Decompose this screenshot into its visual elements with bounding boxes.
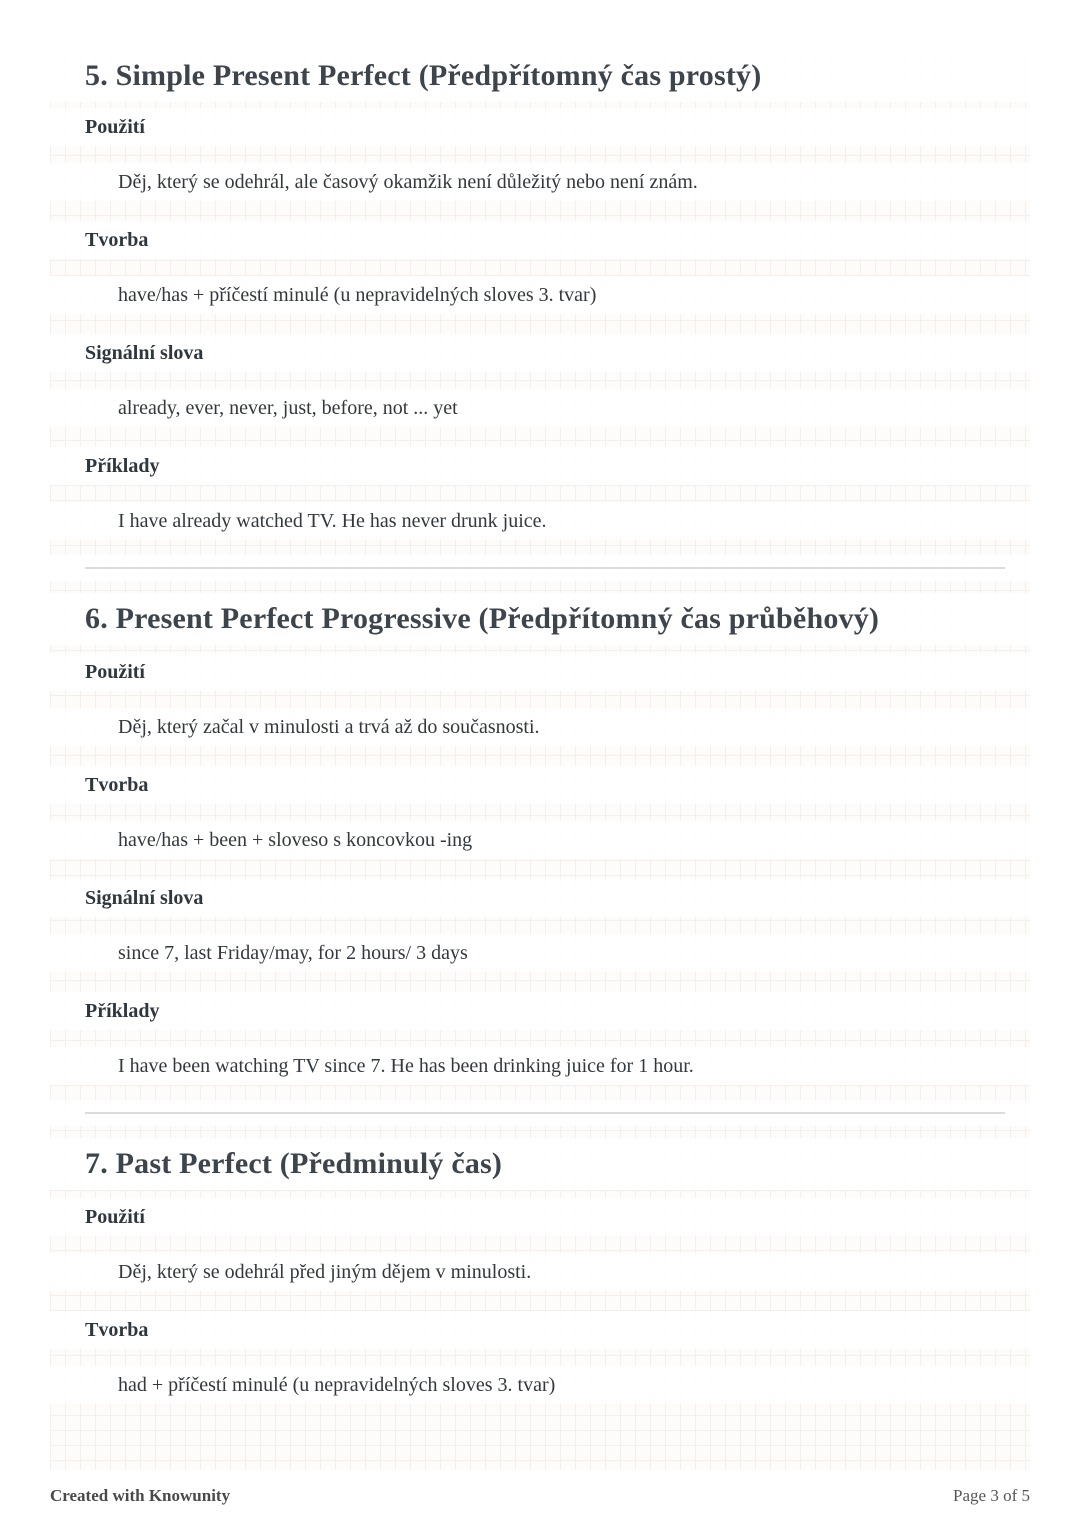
- grid-paper: [50, 50, 1030, 1470]
- field-text-row: [50, 389, 1030, 427]
- section-title: 5. Simple Present Perfect (Předpřítomný čas prostý): [85, 59, 762, 92]
- field-text: have/has + been + sloveso s koncovkou -ing: [118, 829, 473, 851]
- field-label: Příklady: [85, 1000, 160, 1022]
- field-text: I have already watched TV. He has never drunk juice.: [118, 510, 547, 532]
- field-text-row: [50, 1253, 1030, 1291]
- field-label-row: [50, 653, 1030, 691]
- section-divider: [50, 1100, 1030, 1126]
- field-label-row: [50, 221, 1030, 259]
- section-7-title-row: [50, 1138, 1030, 1190]
- section-5-title-row: [50, 50, 1030, 102]
- field-label: Signální slova: [85, 342, 204, 364]
- field-label: Použití: [85, 1206, 145, 1228]
- section-title: 6. Present Perfect Progressive (Předpřítomný čas průběhový): [85, 602, 880, 635]
- divider-line: [85, 567, 1005, 569]
- section-title: 7. Past Perfect (Předminulý čas): [85, 1147, 503, 1180]
- field-label: Příklady: [85, 455, 160, 477]
- field-text-row: [50, 502, 1030, 540]
- field-text-row: [50, 934, 1030, 972]
- field-text: Děj, který se odehrál před jiným dějem v minulosti.: [118, 1261, 532, 1283]
- field-text: Děj, který se odehrál, ale časový okamžik není důležitý nebo není znám.: [118, 171, 698, 193]
- footer-page-number: Page 3 of 5: [953, 1486, 1030, 1505]
- field-text-row: [50, 821, 1030, 859]
- field-label-row: [50, 766, 1030, 804]
- field-label: Použití: [85, 661, 145, 683]
- field-label-row: [50, 447, 1030, 485]
- page-footer: [50, 1486, 1030, 1506]
- field-text-row: [50, 708, 1030, 746]
- field-label-row: [50, 992, 1030, 1030]
- field-label: Tvorba: [85, 229, 149, 251]
- field-label-row: [50, 1311, 1030, 1349]
- field-text-row: [50, 1366, 1030, 1404]
- field-text-row: [50, 1047, 1030, 1085]
- field-text: already, ever, never, just, before, not ... yet: [118, 397, 458, 419]
- field-label-row: [50, 1198, 1030, 1236]
- section-6-title-row: [50, 593, 1030, 645]
- section-divider: [50, 555, 1030, 581]
- footer-credit: Created with Knowunity: [50, 1486, 231, 1505]
- field-text: have/has + příčestí minulé (u nepravidelných sloves 3. tvar): [118, 284, 597, 306]
- field-label-row: [50, 334, 1030, 372]
- field-label: Tvorba: [85, 1319, 149, 1341]
- field-text-row: [50, 276, 1030, 314]
- divider-line: [85, 1112, 1005, 1114]
- field-text: Děj, který začal v minulosti a trvá až do současnosti.: [118, 716, 540, 738]
- field-text: I have been watching TV since 7. He has been drinking juice for 1 hour.: [118, 1055, 694, 1077]
- field-label-row: [50, 879, 1030, 917]
- field-label: Použití: [85, 116, 145, 138]
- field-label-row: [50, 108, 1030, 146]
- field-label: Signální slova: [85, 887, 204, 909]
- field-label: Tvorba: [85, 774, 149, 796]
- field-text: since 7, last Friday/may, for 2 hours/ 3 days: [118, 942, 468, 964]
- field-text-row: [50, 163, 1030, 201]
- field-text: had + příčestí minulé (u nepravidelných sloves 3. tvar): [118, 1374, 556, 1396]
